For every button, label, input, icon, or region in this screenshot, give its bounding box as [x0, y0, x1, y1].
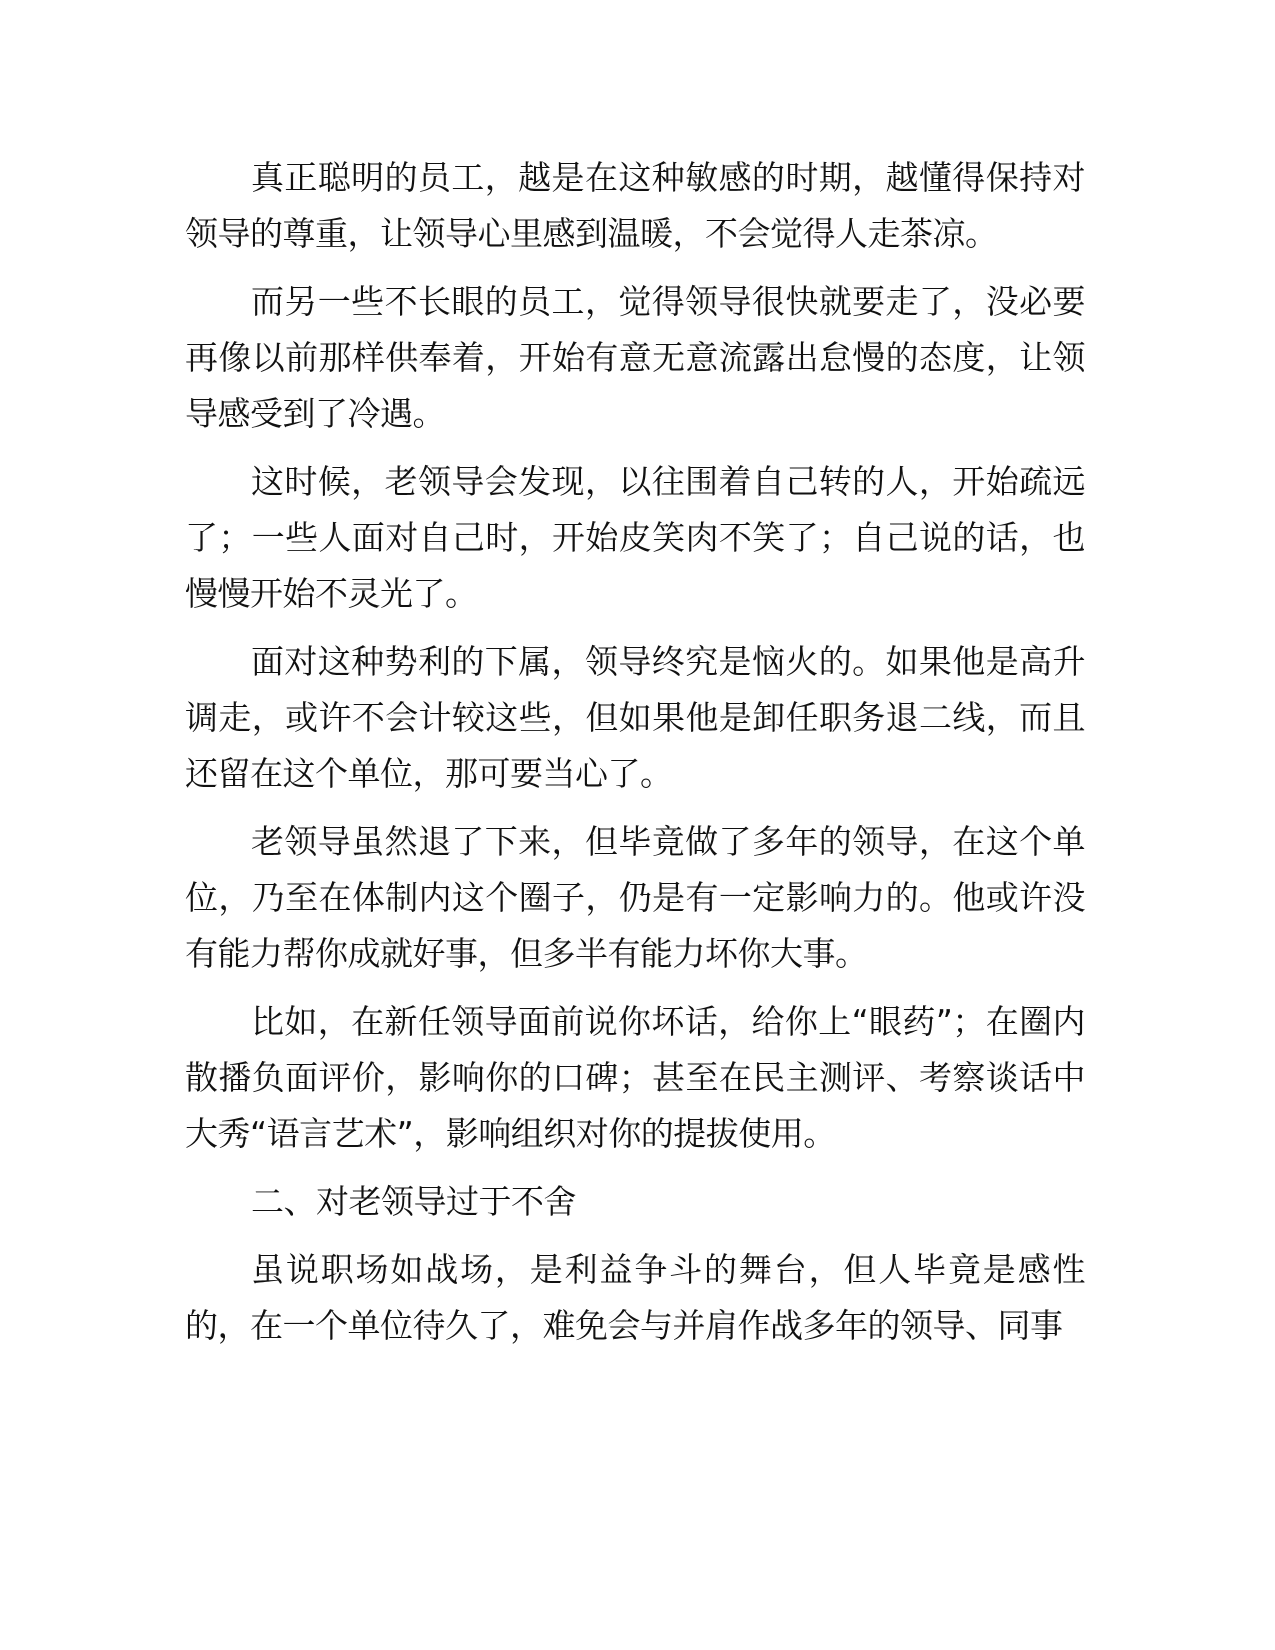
paragraph-2: 而另一些不长眼的员工，觉得领导很快就要走了，没必要再像以前那样供奉着，开始有意无意流露出怠慢的态度，让领导感受到了冷遇。 [185, 282, 1085, 433]
paragraph-7: 虽说职场如战场，是利益争斗的舞台，但人毕竟是感性的，在一个单位待久了，难免会与并肩作战多年的领导、同事 [185, 1250, 1085, 1345]
paragraph-6: 比如，在新任领导面前说你坏话，给你上“眼药”；在圈内散播负面评价，影响你的口碑；甚至在民主测评、考察谈话中大秀“语言艺术”，影响组织对你的提拔使用。 [185, 1002, 1085, 1153]
paragraph-1: 真正聪明的员工，越是在这种敏感的时期，越懂得保持对领导的尊重，让领导心里感到温暖，不会觉得人走茶凉。 [185, 158, 1085, 253]
paragraph-5: 老领导虽然退了下来，但毕竟做了多年的领导，在这个单位，乃至在体制内这个圈子，仍是有一定影响力的。他或许没有能力帮你成就好事，但多半有能力坏你大事。 [185, 822, 1085, 973]
paragraph-4: 面对这种势利的下属，领导终究是恼火的。如果他是高升调走，或许不会计较这些，但如果他是卸任职务退二线，而且还留在这个单位，那可要当心了。 [185, 642, 1085, 793]
document-page [185, 150, 1085, 1366]
section-heading: 二、对老领导过于不舍 [251, 1182, 576, 1221]
paragraph-3: 这时候，老领导会发现，以往围着自己转的人，开始疏远了；一些人面对自己时，开始皮笑肉不笑了；自己说的话，也慢慢开始不灵光了。 [185, 462, 1085, 613]
